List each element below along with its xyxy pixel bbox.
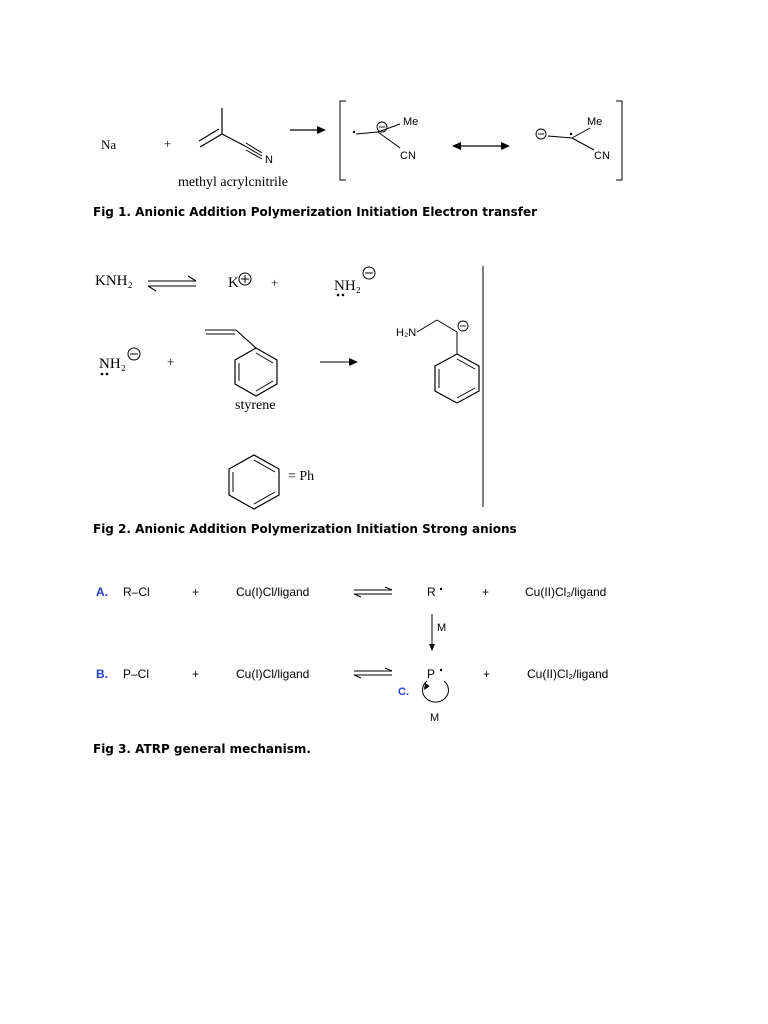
label-c	[398, 686, 409, 698]
plus-sign: +	[192, 667, 200, 681]
label-b	[96, 667, 108, 681]
copper-i-complex-label: Cu(I)Cl/ligand	[236, 585, 310, 599]
nitrile-n-label: N	[265, 154, 273, 166]
label-c-text: C.	[398, 686, 409, 698]
r-radical-label: R	[427, 585, 436, 599]
alkyl-chloride-label: R–Cl	[123, 585, 150, 599]
amino-group-label: H₂N	[396, 327, 417, 339]
figure-1-caption: Fig 1. Anionic Addition Polymerization Initiation Electron transfer	[93, 205, 538, 219]
styrene-label: styrene	[235, 398, 276, 413]
cyano-label-left: CN	[400, 150, 416, 162]
label-a-text: A.	[96, 585, 108, 599]
label-a	[96, 585, 108, 599]
plus-sign: +	[192, 585, 200, 599]
methyl-label-left: Me	[403, 116, 419, 128]
p-radical-label: P	[427, 667, 436, 681]
plus-sign: +	[483, 667, 491, 681]
monomer-m-label: M	[437, 622, 447, 634]
methyl-label-right: Me	[587, 116, 603, 128]
plus-sign: +	[167, 354, 175, 369]
sodium-label: Na	[101, 137, 117, 152]
plus-sign: +	[164, 136, 172, 151]
copper-i-complex-label: Cu(I)Cl/ligand	[236, 667, 310, 681]
copper-ii-complex-label: Cu(II)Cl₂/ligand	[527, 667, 609, 681]
cyano-label-right: CN	[594, 150, 610, 162]
monomer-m-cycle-label: M	[430, 712, 440, 724]
amide-anion-label-2: NH₂	[99, 356, 126, 372]
monomer-name-label: methyl acrylcnitrile	[178, 175, 289, 190]
potassium-amide-label: KNH₂	[95, 273, 133, 289]
figure-2-caption: Fig 2. Anionic Addition Polymerization Initiation Strong anions	[93, 522, 517, 536]
plus-sign: +	[482, 585, 490, 599]
phenyl-definition-label: = Ph	[288, 469, 315, 484]
polymer-chloride-label: P–Cl	[123, 667, 150, 681]
copper-ii-complex-label: Cu(II)Cl₂/ligand	[525, 585, 607, 599]
amide-anion-label: NH₂	[334, 278, 361, 294]
potassium-ion-label: K	[228, 275, 239, 291]
figure-3-caption: Fig 3. ATRP general mechanism.	[93, 742, 311, 756]
label-b-text: B.	[96, 667, 108, 681]
plus-sign: +	[271, 275, 279, 290]
